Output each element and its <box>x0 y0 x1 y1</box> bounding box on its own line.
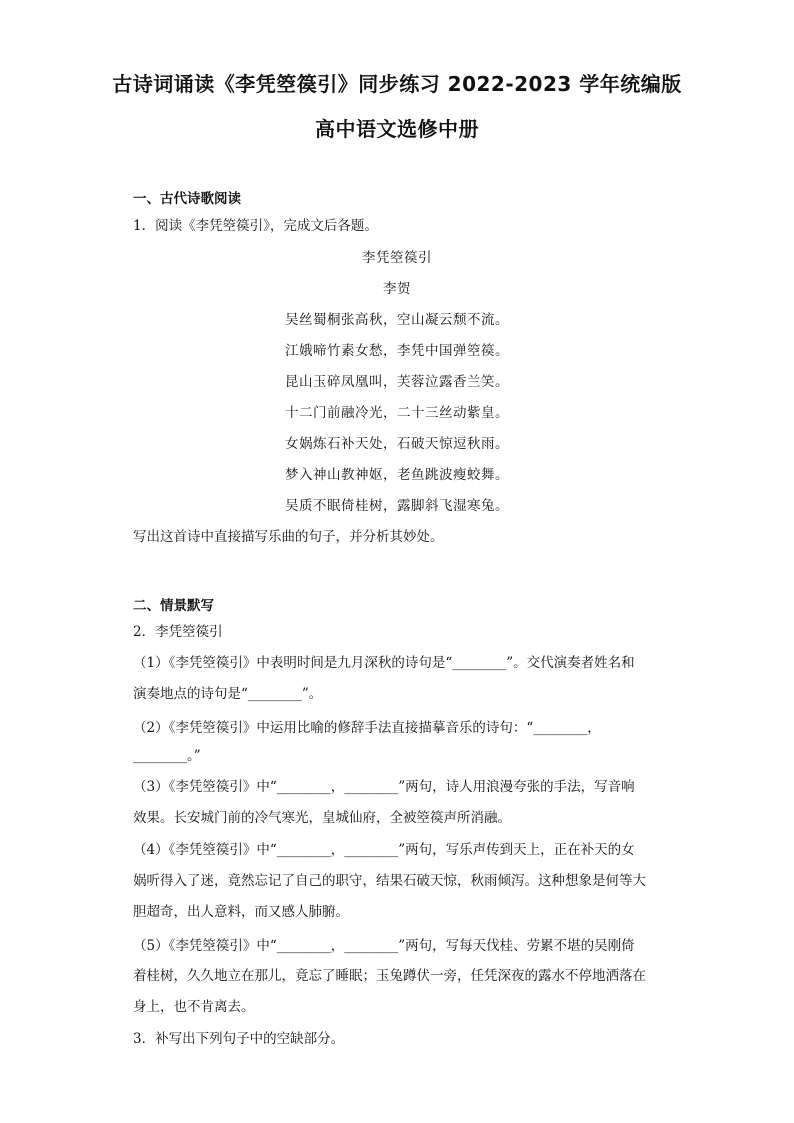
question1-prompt: 1．阅读《李凭箜篌引》，完成文后各题。 <box>133 218 378 234</box>
section2-heading: 二、情景默写 <box>133 598 214 614</box>
question2-text-line: （1）《李凭箜篌引》中表明时间是九月深秋的诗句是“________”。交代演奏者姓名和 <box>133 655 635 671</box>
question3-prompt: 3．补写出下列句子中的空缺部分。 <box>133 1031 345 1047</box>
poem-line: 梦入神山教神妪，老鱼跳波瘦蛟舞。 <box>285 467 509 483</box>
poem-line: 吴丝蜀桐张高秋，空山凝云颓不流。 <box>285 312 509 328</box>
document-title-line2: 高中语文选修中册 <box>315 117 479 141</box>
question2-text-line: 娲听得入了迷，竟然忘记了自己的职守，结果石破天惊，秋雨倾泻。这种想象是何等大 <box>133 873 646 889</box>
section1-heading: 一、古代诗歌阅读 <box>133 191 241 207</box>
poem-line: 女娲炼石补天处，石破天惊逗秋雨。 <box>285 436 509 452</box>
question2-text-line: （3）《李凭箜篌引》中“________，________”两句，诗人用浪漫夸张的手法，写音响 <box>133 779 635 795</box>
question2-text-line: （4）《李凭箜篌引》中“________，________”两句，写乐声传到天上，正在补天的女 <box>133 842 635 858</box>
question2-text-line: 胆超奇，出人意料，而又感人肺腑。 <box>133 904 349 920</box>
question2-text-line: 身上，也不肯离去。 <box>133 999 255 1015</box>
question2-text-line: 效果。长安城门前的冷气寒光，皇城仙府，全被箜篌声所消融。 <box>133 810 511 826</box>
poem-title: 李凭箜篌引 <box>362 250 432 266</box>
document-title-line1: 古诗词诵读《李凭箜篌引》同步练习 2022-2023 学年统编版 <box>112 72 682 96</box>
poem-line: 江娥啼竹素女愁，李凭中国弹箜篌。 <box>285 343 509 359</box>
poem-line: 十二门前融冷光，二十三丝动紫皇。 <box>285 405 509 421</box>
question2-text-line: ________。” <box>133 748 201 764</box>
question2-prompt: 2．李凭箜篌引 <box>133 624 223 640</box>
question1-task: 写出这首诗中直接描写乐曲的句子，并分析其妙处。 <box>133 529 444 545</box>
poem-line: 昆山玉碎凤凰叫，芙蓉泣露香兰笑。 <box>285 374 509 390</box>
poem-author: 李贺 <box>383 281 411 297</box>
poem-line: 吴质不眠倚桂树，露脚斜飞湿寒兔。 <box>285 498 509 514</box>
question2-text-line: 着桂树，久久地立在那儿，竟忘了睡眠；玉兔蹲伏一旁，任凭深夜的露水不停地洒落在 <box>133 968 646 984</box>
question2-text-line: 演奏地点的诗句是“________”。 <box>133 686 323 702</box>
question2-text-line: （5）《李凭箜篌引》中“________，________”两句，写每天伐桂、劳累不堪的吴刚倚 <box>133 938 635 954</box>
question2-text-line: （2）《李凭箜篌引》中运用比喻的修辞手法直接描摹音乐的诗句：“________， <box>133 720 601 736</box>
